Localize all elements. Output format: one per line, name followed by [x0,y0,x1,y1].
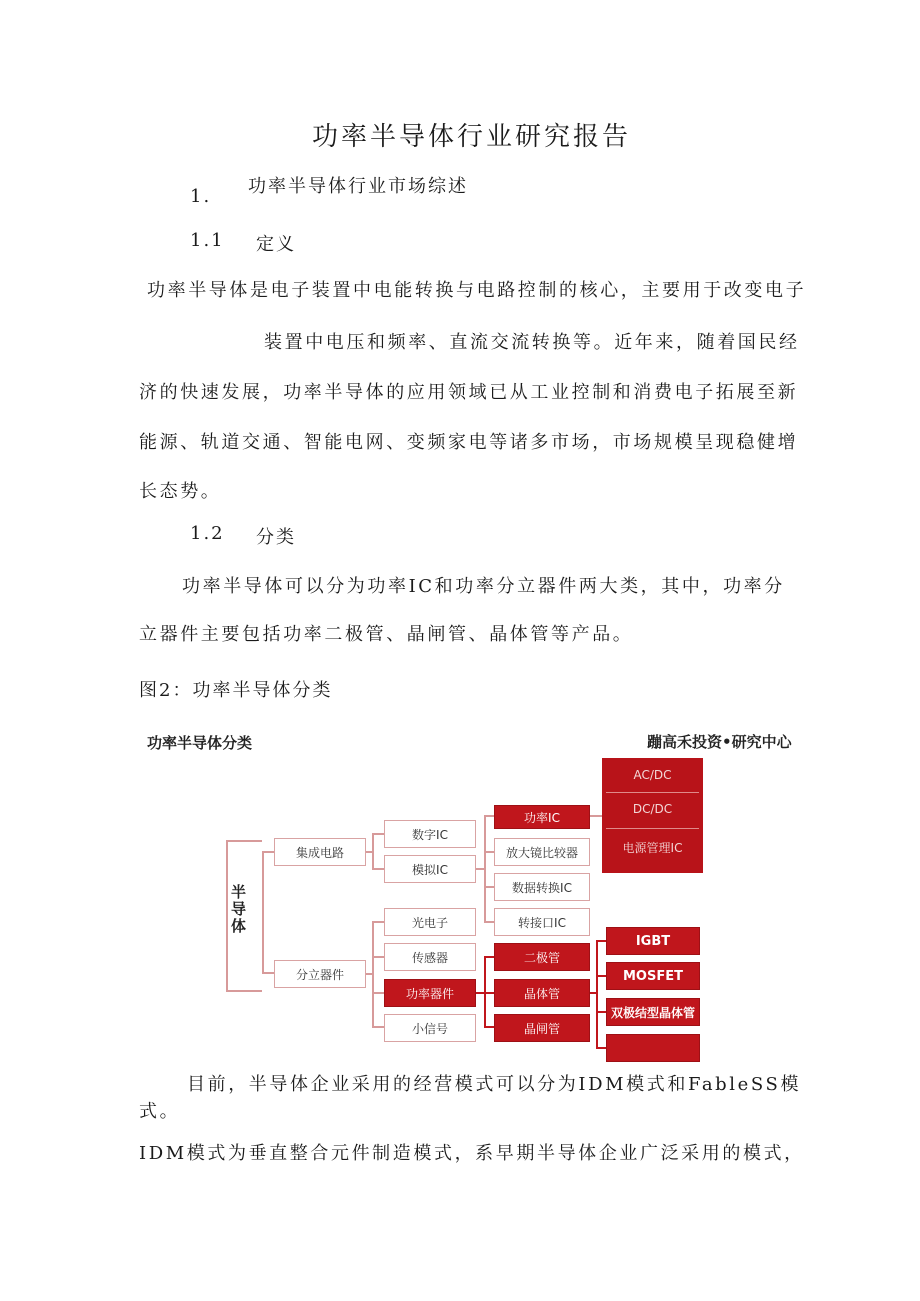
connector [262,972,274,974]
connector [372,921,374,1027]
node-power-device: 功率器件 [384,979,476,1007]
divider [606,828,699,829]
connector [596,975,606,977]
node-bjt: 双极结型晶体管 [606,998,700,1026]
root-bracket-top [226,840,262,842]
connector [484,851,494,853]
connector [372,992,384,994]
connector [484,886,494,888]
connector [590,815,602,817]
paragraph-line: 济的快速发展，功率半导体的应用领域已从工业控制和消费电子拓展至新 [139,382,799,403]
paragraph-line: 装置中电压和频率、直流交流转换等。近年来，随着国民经 [264,332,800,353]
paragraph-line: 功率半导体可以分为功率IC和功率分立器件两大类，其中，功率分 [182,576,785,597]
connector [262,851,274,853]
connector [372,921,384,923]
node-small-signal: 小信号 [384,1014,476,1042]
node-mosfet: MOSFET [606,962,700,990]
node-diode: 二极管 [494,943,590,971]
section-1-number: 1. [190,186,212,207]
node-amplifier-comparator: 放大镜比较器 [494,838,590,866]
node-data-converter-ic: 数据转换IC [494,873,590,901]
node-thyristor: 晶闸管 [494,1014,590,1042]
section-1-title: 功率半导体行业市场综述 [248,176,468,197]
paragraph-line: 能源、轨道交通、智能电网、变频家电等诸多市场，市场规模呈现稳健增 [139,432,799,453]
connector [484,992,494,994]
paragraph-line: 功率半导体是电子装置中电能转换与电路控制的核心，主要用于改变电子 [147,280,807,301]
connector [596,940,598,1048]
connector [596,1011,606,1013]
connector [484,1026,494,1028]
node-pmic: 电源管理IC [622,840,683,855]
diagram-source: 蹦高禾投资•研究中心 [647,733,792,751]
paragraph-line: 目前，半导体企业采用的经营模式可以分为IDM模式和FableSS模 [187,1074,802,1095]
paragraph-line: 式。 [139,1101,181,1122]
divider [606,792,699,793]
root-label: 半导体 [229,884,247,935]
node-acdc: AC/DC [633,768,672,782]
document-title: 功率半导体行业研究报告 [312,122,632,152]
node-power-ic: 功率IC [494,805,590,829]
paragraph-line: 立器件主要包括功率二极管、晶闸管、晶体管等产品。 [139,624,634,645]
connector [596,940,606,942]
section-1-2-title: 分类 [256,527,296,548]
paragraph-line: IDM模式为垂直整合元件制造模式，系早期半导体企业广泛采用的模式， [139,1143,805,1164]
connector [372,833,374,869]
connector [372,1026,384,1028]
section-1-2-number: 1.2 [190,523,225,544]
figure-caption: 图2：功率半导体分类 [139,680,333,701]
node-other-transistor [606,1034,700,1062]
connector [262,851,264,973]
node-dcdc: DC/DC [632,802,673,816]
section-1-1-number: 1.1 [190,230,225,251]
connector [372,833,384,835]
node-transistor: 晶体管 [494,979,590,1007]
node-discrete-device: 分立器件 [274,960,366,988]
paragraph-line: 长态势。 [139,481,222,502]
node-analog-ic: 模拟IC [384,855,476,883]
node-optoelectronics: 光电子 [384,908,476,936]
node-digital-ic: 数字IC [384,820,476,848]
connector [484,956,494,958]
node-igbt: IGBT [606,927,700,955]
connector [372,956,384,958]
node-sensor: 传感器 [384,943,476,971]
node-interface-ic: 转接口IC [494,908,590,936]
connector [484,921,494,923]
connector [372,868,384,870]
node-integrated-circuit: 集成电路 [274,838,366,866]
section-1-1-title: 定义 [256,234,296,255]
diagram-title: 功率半导体分类 [147,734,253,752]
connector [484,815,486,923]
connector [596,1047,606,1049]
root-bracket-bottom [226,990,262,992]
connector [484,815,494,817]
